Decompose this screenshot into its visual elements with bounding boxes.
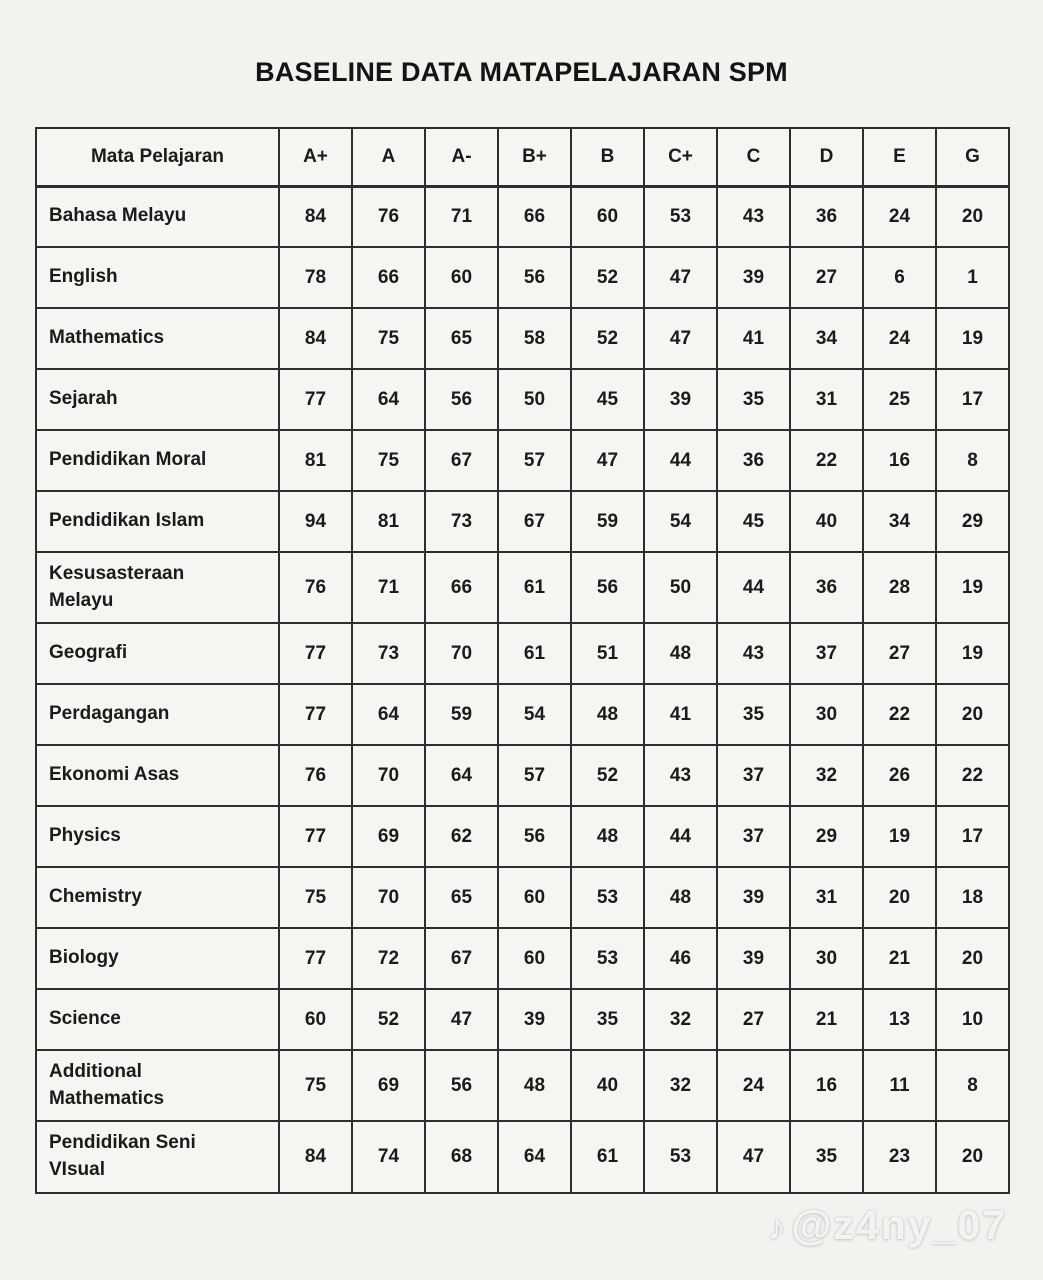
value-cell: 19 xyxy=(936,308,1009,369)
value-cell: 31 xyxy=(790,867,863,928)
value-cell: 70 xyxy=(352,745,425,806)
value-cell: 81 xyxy=(279,430,352,491)
value-cell: 58 xyxy=(498,308,571,369)
subject-cell: English xyxy=(36,247,279,308)
value-cell: 39 xyxy=(717,867,790,928)
value-cell: 19 xyxy=(936,623,1009,684)
table-row xyxy=(36,369,1009,430)
value-cell: 45 xyxy=(571,369,644,430)
value-cell: 57 xyxy=(498,745,571,806)
value-cell: 57 xyxy=(498,430,571,491)
table-row xyxy=(36,308,1009,369)
value-cell: 35 xyxy=(571,989,644,1050)
value-cell: 50 xyxy=(644,552,717,623)
value-cell: 54 xyxy=(644,491,717,552)
value-cell: 53 xyxy=(571,867,644,928)
value-cell: 19 xyxy=(936,552,1009,623)
value-cell: 66 xyxy=(498,186,571,247)
subject-cell: Geografi xyxy=(36,623,279,684)
value-cell: 44 xyxy=(644,430,717,491)
subject-cell: Ekonomi Asas xyxy=(36,745,279,806)
value-cell: 60 xyxy=(279,989,352,1050)
subject-cell: Biology xyxy=(36,928,279,989)
value-cell: 60 xyxy=(498,867,571,928)
value-cell: 64 xyxy=(352,684,425,745)
value-cell: 32 xyxy=(644,989,717,1050)
value-cell: 73 xyxy=(352,623,425,684)
value-cell: 47 xyxy=(644,247,717,308)
value-cell: 26 xyxy=(863,745,936,806)
value-cell: 76 xyxy=(352,186,425,247)
value-cell: 44 xyxy=(644,806,717,867)
value-cell: 56 xyxy=(425,369,498,430)
subject-cell: Bahasa Melayu xyxy=(36,186,279,247)
value-cell: 64 xyxy=(352,369,425,430)
value-cell: 32 xyxy=(790,745,863,806)
value-cell: 77 xyxy=(279,623,352,684)
value-cell: 8 xyxy=(936,430,1009,491)
value-cell: 47 xyxy=(644,308,717,369)
value-cell: 84 xyxy=(279,186,352,247)
value-cell: 70 xyxy=(425,623,498,684)
value-cell: 74 xyxy=(352,1121,425,1192)
table-row xyxy=(36,186,1009,247)
subject-cell: Pendidikan Seni VIsual xyxy=(36,1121,279,1192)
value-cell: 11 xyxy=(863,1050,936,1121)
value-cell: 39 xyxy=(498,989,571,1050)
col-header-grade: G xyxy=(936,128,1009,186)
value-cell: 35 xyxy=(790,1121,863,1192)
value-cell: 19 xyxy=(863,806,936,867)
value-cell: 54 xyxy=(498,684,571,745)
value-cell: 31 xyxy=(790,369,863,430)
value-cell: 69 xyxy=(352,1050,425,1121)
table-row xyxy=(36,745,1009,806)
value-cell: 34 xyxy=(863,491,936,552)
col-header-grade: D xyxy=(790,128,863,186)
watermark-handle: @z4ny_07 xyxy=(791,1202,1007,1248)
value-cell: 48 xyxy=(571,806,644,867)
value-cell: 48 xyxy=(644,623,717,684)
value-cell: 72 xyxy=(352,928,425,989)
value-cell: 77 xyxy=(279,369,352,430)
table-row xyxy=(36,247,1009,308)
value-cell: 41 xyxy=(717,308,790,369)
value-cell: 53 xyxy=(571,928,644,989)
value-cell: 36 xyxy=(790,186,863,247)
value-cell: 94 xyxy=(279,491,352,552)
value-cell: 76 xyxy=(279,745,352,806)
value-cell: 47 xyxy=(425,989,498,1050)
table-row xyxy=(36,430,1009,491)
value-cell: 22 xyxy=(790,430,863,491)
value-cell: 20 xyxy=(863,867,936,928)
value-cell: 20 xyxy=(936,1121,1009,1192)
value-cell: 8 xyxy=(936,1050,1009,1121)
value-cell: 24 xyxy=(717,1050,790,1121)
value-cell: 21 xyxy=(790,989,863,1050)
value-cell: 64 xyxy=(425,745,498,806)
col-header-grade: B xyxy=(571,128,644,186)
value-cell: 61 xyxy=(498,552,571,623)
value-cell: 45 xyxy=(717,491,790,552)
value-cell: 47 xyxy=(571,430,644,491)
col-header-grade: B+ xyxy=(498,128,571,186)
watermark xyxy=(767,1202,1007,1249)
value-cell: 48 xyxy=(644,867,717,928)
value-cell: 35 xyxy=(717,684,790,745)
value-cell: 69 xyxy=(352,806,425,867)
subject-cell: Mathematics xyxy=(36,308,279,369)
value-cell: 66 xyxy=(352,247,425,308)
value-cell: 56 xyxy=(498,806,571,867)
value-cell: 71 xyxy=(425,186,498,247)
value-cell: 56 xyxy=(571,552,644,623)
value-cell: 20 xyxy=(936,186,1009,247)
value-cell: 18 xyxy=(936,867,1009,928)
value-cell: 27 xyxy=(717,989,790,1050)
value-cell: 25 xyxy=(863,369,936,430)
value-cell: 24 xyxy=(863,186,936,247)
value-cell: 59 xyxy=(571,491,644,552)
value-cell: 36 xyxy=(790,552,863,623)
value-cell: 66 xyxy=(425,552,498,623)
value-cell: 67 xyxy=(498,491,571,552)
header-row xyxy=(36,128,1009,186)
value-cell: 52 xyxy=(571,247,644,308)
table-row xyxy=(36,684,1009,745)
value-cell: 52 xyxy=(571,308,644,369)
subject-cell: Chemistry xyxy=(36,867,279,928)
col-header-grade: C xyxy=(717,128,790,186)
music-note-icon: ♪ xyxy=(767,1206,788,1247)
col-header-grade: A xyxy=(352,128,425,186)
page-title: BASELINE DATA MATAPELAJARAN SPM xyxy=(255,57,788,87)
table-row xyxy=(36,623,1009,684)
value-cell: 37 xyxy=(717,806,790,867)
value-cell: 67 xyxy=(425,430,498,491)
value-cell: 39 xyxy=(644,369,717,430)
col-header-grade: E xyxy=(863,128,936,186)
value-cell: 20 xyxy=(936,928,1009,989)
table-head xyxy=(36,128,1009,186)
value-cell: 75 xyxy=(279,1050,352,1121)
value-cell: 51 xyxy=(571,623,644,684)
value-cell: 75 xyxy=(352,308,425,369)
table-row xyxy=(36,491,1009,552)
value-cell: 73 xyxy=(425,491,498,552)
value-cell: 78 xyxy=(279,247,352,308)
value-cell: 37 xyxy=(790,623,863,684)
value-cell: 84 xyxy=(279,308,352,369)
table-row xyxy=(36,867,1009,928)
value-cell: 29 xyxy=(790,806,863,867)
value-cell: 36 xyxy=(717,430,790,491)
value-cell: 27 xyxy=(790,247,863,308)
subject-cell: Kesusasteraan Melayu xyxy=(36,552,279,623)
col-header-grade: C+ xyxy=(644,128,717,186)
table-row xyxy=(36,1121,1009,1192)
subject-cell: Pendidikan Islam xyxy=(36,491,279,552)
value-cell: 35 xyxy=(717,369,790,430)
value-cell: 65 xyxy=(425,308,498,369)
value-cell: 60 xyxy=(571,186,644,247)
value-cell: 53 xyxy=(644,1121,717,1192)
value-cell: 50 xyxy=(498,369,571,430)
value-cell: 75 xyxy=(279,867,352,928)
subject-cell: Sejarah xyxy=(36,369,279,430)
value-cell: 40 xyxy=(571,1050,644,1121)
value-cell: 61 xyxy=(498,623,571,684)
value-cell: 75 xyxy=(352,430,425,491)
value-cell: 30 xyxy=(790,684,863,745)
baseline-data-table xyxy=(35,127,1010,1194)
table-row xyxy=(36,928,1009,989)
value-cell: 64 xyxy=(498,1121,571,1192)
value-cell: 30 xyxy=(790,928,863,989)
value-cell: 68 xyxy=(425,1121,498,1192)
value-cell: 39 xyxy=(717,928,790,989)
value-cell: 48 xyxy=(571,684,644,745)
value-cell: 41 xyxy=(644,684,717,745)
value-cell: 67 xyxy=(425,928,498,989)
value-cell: 52 xyxy=(571,745,644,806)
value-cell: 62 xyxy=(425,806,498,867)
value-cell: 46 xyxy=(644,928,717,989)
value-cell: 60 xyxy=(498,928,571,989)
table-row xyxy=(36,1050,1009,1121)
value-cell: 56 xyxy=(498,247,571,308)
value-cell: 71 xyxy=(352,552,425,623)
value-cell: 28 xyxy=(863,552,936,623)
value-cell: 77 xyxy=(279,684,352,745)
col-header-subject: Mata Pelajaran xyxy=(36,128,279,186)
subject-cell: Perdagangan xyxy=(36,684,279,745)
value-cell: 61 xyxy=(571,1121,644,1192)
subject-cell: Pendidikan Moral xyxy=(36,430,279,491)
table-body xyxy=(36,186,1009,1193)
value-cell: 27 xyxy=(863,623,936,684)
value-cell: 1 xyxy=(936,247,1009,308)
value-cell: 17 xyxy=(936,806,1009,867)
table-row xyxy=(36,989,1009,1050)
value-cell: 39 xyxy=(717,247,790,308)
value-cell: 23 xyxy=(863,1121,936,1192)
value-cell: 17 xyxy=(936,369,1009,430)
table-row xyxy=(36,806,1009,867)
value-cell: 44 xyxy=(717,552,790,623)
value-cell: 32 xyxy=(644,1050,717,1121)
value-cell: 34 xyxy=(790,308,863,369)
value-cell: 43 xyxy=(644,745,717,806)
value-cell: 81 xyxy=(352,491,425,552)
value-cell: 70 xyxy=(352,867,425,928)
subject-cell: Physics xyxy=(36,806,279,867)
value-cell: 77 xyxy=(279,806,352,867)
col-header-grade: A- xyxy=(425,128,498,186)
col-header-grade: A+ xyxy=(279,128,352,186)
value-cell: 59 xyxy=(425,684,498,745)
table-row xyxy=(36,552,1009,623)
value-cell: 48 xyxy=(498,1050,571,1121)
value-cell: 24 xyxy=(863,308,936,369)
value-cell: 6 xyxy=(863,247,936,308)
value-cell: 52 xyxy=(352,989,425,1050)
value-cell: 60 xyxy=(425,247,498,308)
value-cell: 22 xyxy=(863,684,936,745)
value-cell: 13 xyxy=(863,989,936,1050)
value-cell: 40 xyxy=(790,491,863,552)
subject-cell: Science xyxy=(36,989,279,1050)
subject-cell: Additional Mathematics xyxy=(36,1050,279,1121)
value-cell: 29 xyxy=(936,491,1009,552)
value-cell: 16 xyxy=(790,1050,863,1121)
value-cell: 77 xyxy=(279,928,352,989)
value-cell: 20 xyxy=(936,684,1009,745)
value-cell: 22 xyxy=(936,745,1009,806)
value-cell: 43 xyxy=(717,623,790,684)
value-cell: 37 xyxy=(717,745,790,806)
value-cell: 47 xyxy=(717,1121,790,1192)
value-cell: 76 xyxy=(279,552,352,623)
value-cell: 53 xyxy=(644,186,717,247)
value-cell: 16 xyxy=(863,430,936,491)
value-cell: 21 xyxy=(863,928,936,989)
value-cell: 56 xyxy=(425,1050,498,1121)
value-cell: 43 xyxy=(717,186,790,247)
value-cell: 65 xyxy=(425,867,498,928)
value-cell: 84 xyxy=(279,1121,352,1192)
value-cell: 10 xyxy=(936,989,1009,1050)
